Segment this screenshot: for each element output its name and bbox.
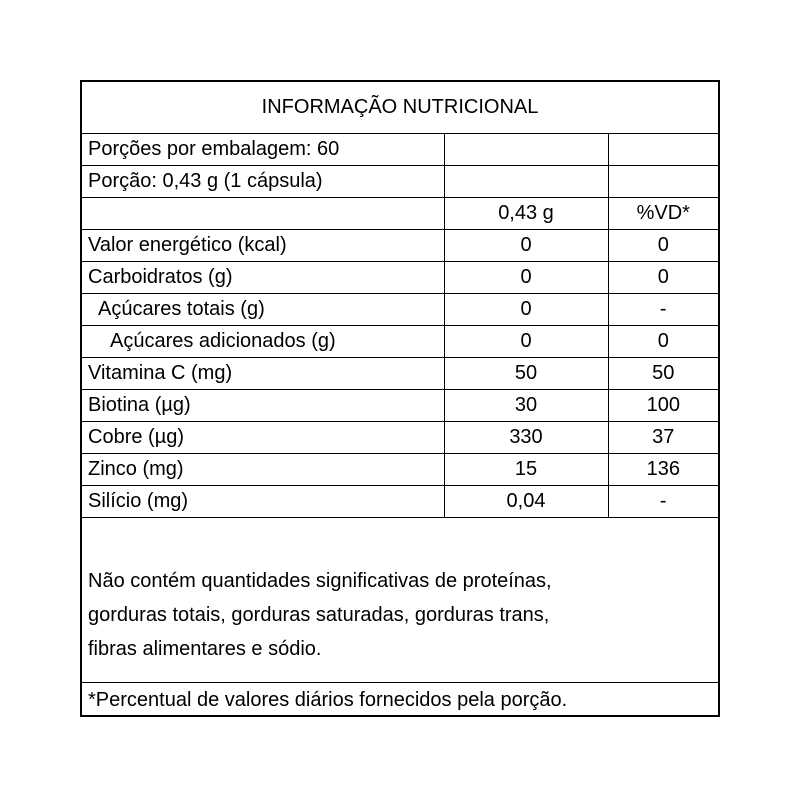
nutrient-amount: 0 xyxy=(444,325,608,357)
table-row xyxy=(82,357,718,389)
nutrient-label: Valor energético (kcal) xyxy=(82,229,444,261)
table-row xyxy=(82,453,718,485)
nutrient-amount: 15 xyxy=(444,453,608,485)
table-row xyxy=(82,261,718,293)
nutrient-amount: 0,04 xyxy=(444,485,608,517)
nutrient-amount: 0 xyxy=(444,229,608,261)
nutrient-dv: 0 xyxy=(608,325,718,357)
nutrition-table xyxy=(82,82,718,518)
note-line: gorduras totais, gorduras saturadas, gorduras trans, xyxy=(88,604,550,626)
daily-value-footnote: *Percentual de valores diários fornecidos pela porção. xyxy=(82,682,718,717)
nutrient-amount: 0 xyxy=(444,261,608,293)
nutrient-dv: 136 xyxy=(608,453,718,485)
servings-row xyxy=(82,133,718,165)
nutrient-amount: 0 xyxy=(444,293,608,325)
nutrient-dv: 50 xyxy=(608,357,718,389)
nutrient-label: Açúcares totais (g) xyxy=(82,293,444,325)
empty-cell xyxy=(608,165,718,197)
table-row xyxy=(82,389,718,421)
dv-column-header: %VD* xyxy=(608,197,718,229)
column-header-row xyxy=(82,197,718,229)
nutrient-label: Zinco (mg) xyxy=(82,453,444,485)
nutrient-amount: 50 xyxy=(444,357,608,389)
empty-cell xyxy=(444,165,608,197)
note-line: Não contém quantidades significativas de proteínas, xyxy=(88,570,552,592)
table-title: INFORMAÇÃO NUTRICIONAL xyxy=(82,82,718,133)
empty-cell xyxy=(82,197,444,229)
note-line: fibras alimentares e sódio. xyxy=(88,638,322,660)
table-row xyxy=(82,325,718,357)
servings-per-package: Porções por embalagem: 60 xyxy=(82,133,444,165)
nutrient-label: Biotina (µg) xyxy=(82,389,444,421)
nutrient-dv: 0 xyxy=(608,229,718,261)
nutrient-dv: - xyxy=(608,293,718,325)
nutrient-label: Cobre (µg) xyxy=(82,421,444,453)
nutrient-dv: 0 xyxy=(608,261,718,293)
empty-cell xyxy=(444,133,608,165)
nutrient-dv: 100 xyxy=(608,389,718,421)
nutrition-note xyxy=(82,542,718,682)
table-row xyxy=(82,229,718,261)
nutrient-label: Carboidratos (g) xyxy=(82,261,444,293)
nutrient-label: Açúcares adicionados (g) xyxy=(82,325,444,357)
nutrient-label: Silício (mg) xyxy=(82,485,444,517)
serving-size: Porção: 0,43 g (1 cápsula) xyxy=(82,165,444,197)
amount-column-header: 0,43 g xyxy=(444,197,608,229)
table-row xyxy=(82,485,718,517)
nutrient-dv: 37 xyxy=(608,421,718,453)
table-row xyxy=(82,421,718,453)
nutrition-facts-panel xyxy=(80,80,720,717)
nutrient-dv: - xyxy=(608,485,718,517)
empty-cell xyxy=(608,133,718,165)
nutrient-amount: 330 xyxy=(444,421,608,453)
title-row xyxy=(82,82,718,133)
serving-size-row xyxy=(82,165,718,197)
nutrient-label: Vitamina C (mg) xyxy=(82,357,444,389)
nutrient-amount: 30 xyxy=(444,389,608,421)
table-row xyxy=(82,293,718,325)
